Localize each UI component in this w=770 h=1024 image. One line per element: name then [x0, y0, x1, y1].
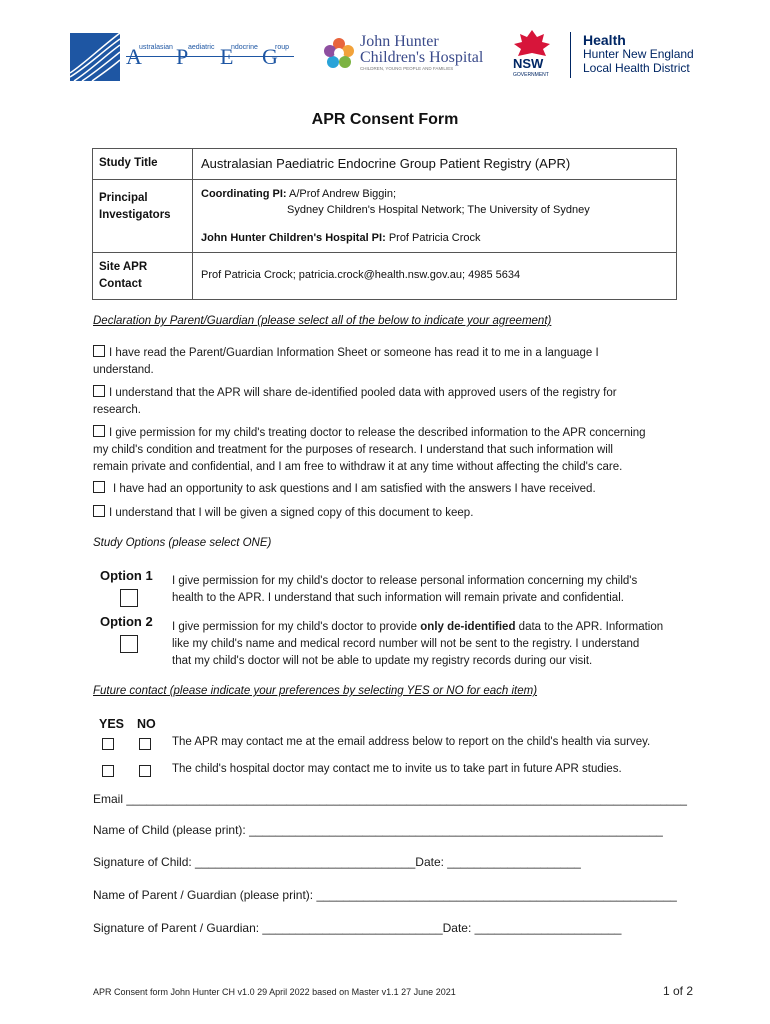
apeg-word-2: aediatric	[188, 44, 215, 51]
declaration-item-2-line1: I understand that the APR will share de-identified pooled data with approved users of the registry for	[109, 387, 617, 399]
declaration-item-2	[93, 385, 693, 419]
coordinating-pi-value: A/Prof Andrew Biggin;	[289, 188, 397, 200]
pi-label-line2: Investigators	[99, 209, 171, 221]
health-title: Health	[583, 32, 626, 48]
study-title-row	[93, 149, 677, 180]
health-divider	[570, 32, 571, 78]
declaration-checkbox-1[interactable]	[93, 345, 105, 357]
declaration-item-3-line1: I give permission for my child's treating doctor to release the described information to the APR concerning	[109, 427, 646, 439]
jhch-line1: John Hunter	[360, 33, 439, 50]
apeg-wordmark	[126, 44, 296, 70]
declaration-item-5-line1: I understand that I will be given a signed copy of this document to keep.	[109, 507, 474, 519]
contact2-no-checkbox[interactable]	[139, 765, 151, 777]
study-info-table	[92, 148, 677, 300]
form-title: APR Consent Form	[311, 111, 459, 128]
child-name-field[interactable]: Name of Child (please print): ______________________________________________________________	[93, 823, 663, 837]
apeg-letter-e: E	[220, 44, 234, 69]
declaration-item-4-line1: I have had an opportunity to ask questions and I am satisfied with the answers I have received.	[113, 483, 596, 495]
option2-line2: like my child's name and medical record number will not be sent to the registry. I understand	[172, 638, 640, 650]
coordinating-pi-label: Coordinating PI:	[201, 188, 287, 200]
option1-line1: I give permission for my child's doctor to release personal information concerning my child's	[172, 575, 638, 587]
declaration-item-2-line2: research.	[93, 404, 141, 416]
parent-signature-field[interactable]: Signature of Parent / Guardian: ___________________________Date: ______________________	[93, 921, 622, 935]
apeg-word-4: roup	[275, 44, 290, 51]
jhch-pi-value: Prof Patricia Crock	[388, 232, 481, 244]
study-options-heading: Study Options (please select ONE)	[93, 537, 272, 549]
option2-text	[172, 619, 712, 670]
health-block	[583, 33, 694, 75]
parent-name-field[interactable]: Name of Parent / Guardian (please print): ______________________________________________________	[93, 888, 677, 902]
health-line3: Local Health District	[583, 61, 690, 75]
study-title-value: Australasian Paediatric Endocrine Group Patient Registry (APR)	[193, 149, 677, 180]
pi-label	[93, 180, 193, 253]
pi-value	[193, 180, 677, 253]
jhch-line2: Children's Hospital	[360, 49, 484, 66]
contact1-no-checkbox[interactable]	[139, 738, 151, 750]
pi-label-line1: Principal	[99, 192, 148, 204]
option2-checkbox[interactable]	[120, 635, 138, 653]
jhch-tagline: CHILDREN, YOUNG PEOPLE AND FAMILIES	[360, 66, 454, 71]
option2-pre: I give permission for my child's doctor to provide	[172, 621, 421, 633]
declaration-item-1-line1: I have read the Parent/Guardian Information Sheet or someone has read it to me in a language I	[109, 347, 599, 359]
option1-label: Option 1	[100, 568, 153, 583]
site-contact-label	[93, 253, 193, 300]
contact2-yes-checkbox[interactable]	[102, 765, 114, 777]
contact-item-2: The child's hospital doctor may contact me to invite us to take part in future APR studies.	[172, 763, 622, 775]
declaration-item-3	[93, 425, 713, 476]
nsw-label: NSW	[513, 56, 544, 71]
contact1-yes-checkbox[interactable]	[102, 738, 114, 750]
apeg-letter-g: G	[262, 44, 278, 69]
declaration-item-1	[93, 345, 693, 379]
declaration-checkbox-5[interactable]	[93, 505, 105, 517]
declaration-item-5	[93, 505, 693, 522]
option2-label: Option 2	[100, 614, 153, 629]
nsw-gov-label: GOVERNMENT	[513, 72, 549, 78]
jhch-name	[360, 34, 483, 72]
option2-line3: that my child's doctor will not be able to update my registry records during our visit.	[172, 655, 593, 667]
site-label-line2: Contact	[99, 278, 142, 290]
option1-line2: health to the APR. I understand that such information will remain private and confidential.	[172, 592, 624, 604]
declaration-checkbox-3[interactable]	[93, 425, 105, 437]
coordinating-pi-affiliation: Sydney Children's Hospital Network; The University of Sydney	[287, 204, 590, 216]
option2-bold: only de-identified	[420, 621, 516, 633]
option2-post: data to the APR. Information	[515, 621, 664, 633]
child-signature-field[interactable]: Signature of Child: _________________________________Date: ____________________	[93, 855, 581, 869]
footer-version: APR Consent form John Hunter CH v1.0 29 April 2022 based on Master v1.1 27 June 2021	[93, 987, 456, 997]
study-title-label: Study Title	[93, 149, 193, 180]
declaration-item-1-line2: understand.	[93, 364, 154, 376]
email-field[interactable]: Email ____________________________________________________________________________________	[93, 792, 687, 806]
option1-checkbox[interactable]	[120, 589, 138, 607]
declaration-item-3-line2: my child's condition and treatment for the purposes of research. I understand that such information will	[93, 444, 613, 456]
apeg-letter-p: P	[176, 44, 189, 69]
site-contact-row	[93, 253, 677, 300]
apeg-word-3: ndocrine	[231, 44, 258, 51]
apeg-wave-logo	[70, 33, 120, 81]
site-label-line1: Site APR	[99, 261, 148, 273]
yes-label: YES	[99, 717, 125, 731]
jhch-pi-label: John Hunter Children's Hospital PI:	[201, 232, 386, 244]
apeg-word-1: ustralasian	[139, 44, 173, 51]
apeg-letter-a: A	[126, 44, 142, 69]
health-line2: Hunter New England	[583, 47, 694, 61]
jhch-flower-icon	[322, 36, 356, 75]
pi-row	[93, 180, 677, 253]
site-contact-value: Prof Patricia Crock; patricia.crock@health.nsw.gov.au; 4985 5634	[193, 253, 677, 300]
declaration-checkbox-4[interactable]	[93, 481, 105, 493]
declaration-item-4	[93, 481, 693, 498]
page-number: 1 of 2	[663, 984, 694, 998]
option1-text	[172, 573, 712, 607]
declaration-item-3-line3: remain private and confidential, and I am free to withdraw it at any time without affecting the child's care.	[93, 461, 623, 473]
option2-line1	[172, 619, 712, 636]
no-label: NO	[137, 717, 156, 731]
declaration-checkbox-2[interactable]	[93, 385, 105, 397]
future-contact-heading: Future contact (please indicate your preferences by selecting YES or NO for each item)	[93, 685, 538, 697]
declaration-heading: Declaration by Parent/Guardian (please select all of the below to indicate your agreement)	[93, 315, 552, 327]
contact-item-1: The APR may contact me at the email address below to report on the child's health via survey.	[172, 736, 651, 748]
